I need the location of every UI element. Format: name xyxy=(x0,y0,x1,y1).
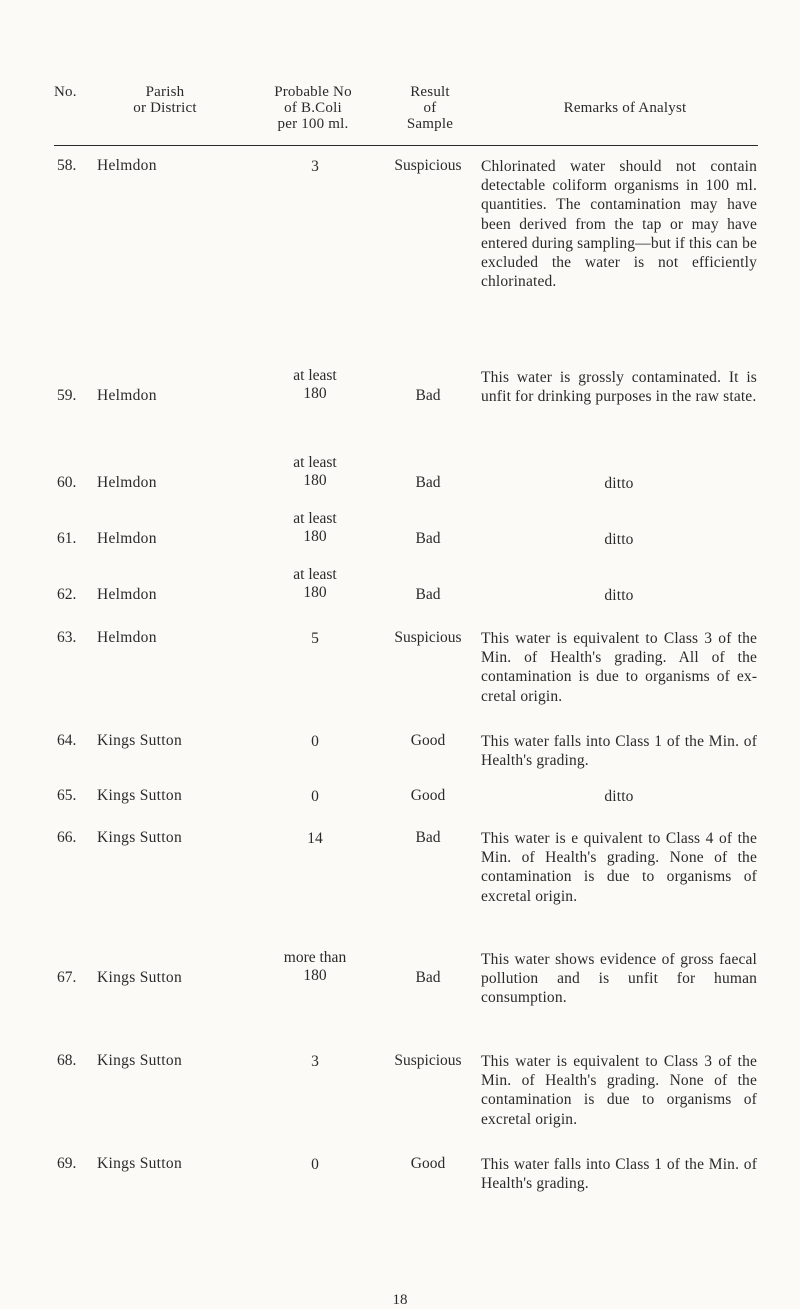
row-remarks: ditto xyxy=(604,788,634,805)
row-number: 63. xyxy=(57,629,77,646)
row-result: Good xyxy=(410,787,446,804)
row-probable xyxy=(256,454,374,490)
row-result: Bad xyxy=(415,474,441,491)
row-number: 64. xyxy=(57,732,77,749)
row-result: Suspicious xyxy=(394,1052,462,1069)
row-probable-value: 3 xyxy=(311,1053,319,1070)
row-number: 62. xyxy=(57,586,77,603)
row-remarks: This water shows evidence of gross faecal pollution and is unfit for human consumption. xyxy=(481,951,757,1007)
row-probable-value: 0 xyxy=(311,733,319,750)
row-parish: Kings Sutton xyxy=(97,732,182,749)
row-probable-value: 5 xyxy=(311,630,319,647)
header-no-label: No. xyxy=(54,84,77,100)
header-parish xyxy=(100,84,230,116)
row-parish: Kings Sutton xyxy=(97,787,182,804)
row-parish: Helmdon xyxy=(97,629,157,646)
header-rule xyxy=(54,145,758,146)
row-result: Suspicious xyxy=(394,157,462,174)
row-probable-value: 180 xyxy=(303,472,327,489)
row-probable-qualifier: at least xyxy=(293,566,337,583)
row-probable-value: 0 xyxy=(311,788,319,805)
row-number: 66. xyxy=(57,829,77,846)
header-probable-line3: per 100 ml. xyxy=(277,116,349,132)
row-number: 67. xyxy=(57,969,77,986)
header-parish-line2: or District xyxy=(133,100,197,116)
header-remarks xyxy=(490,100,760,116)
row-result: Bad xyxy=(415,530,441,547)
row-result: Bad xyxy=(415,969,441,986)
row-remarks: This water is e quivalent to Class 4 of the Min. of Health's grading. None of the contamination is due to organisms of excretal origin. xyxy=(481,830,757,905)
row-number: 65. xyxy=(57,787,77,804)
row-probable xyxy=(256,566,374,602)
row-probable-value: 180 xyxy=(303,385,327,402)
row-remarks: This water is grossly contaminated. It is unfit for drinking purposes in the raw state. xyxy=(481,369,757,406)
row-result: Good xyxy=(410,732,446,749)
row-probable xyxy=(256,830,374,848)
row-probable xyxy=(256,630,374,648)
page-number: 18 xyxy=(392,1292,408,1308)
table-header xyxy=(0,84,800,146)
row-remarks: This water falls into Class 1 of the Min. of Health's grading. xyxy=(481,733,757,770)
row-probable-qualifier: at least xyxy=(293,510,337,527)
row-probable xyxy=(256,367,374,403)
row-parish: Helmdon xyxy=(97,157,157,174)
row-result: Bad xyxy=(415,829,441,846)
header-remarks-label: Remarks of Analyst xyxy=(563,100,687,116)
row-remarks: This water falls into Class 1 of the Min. of Health's grading. xyxy=(481,1156,757,1193)
row-probable-value: 14 xyxy=(307,830,323,847)
row-result: Good xyxy=(410,1155,446,1172)
row-remarks: This water is equivalent to Class 3 of the Min. of Health's grading. All of the contamination is due to organisms of excretal origin. xyxy=(481,630,757,705)
row-parish: Helmdon xyxy=(97,474,157,491)
row-result: Bad xyxy=(415,387,441,404)
row-number: 61. xyxy=(57,530,77,547)
header-result xyxy=(380,84,480,132)
row-probable-qualifier: at least xyxy=(293,367,337,384)
row-probable xyxy=(256,1156,374,1174)
header-no xyxy=(54,84,94,100)
row-parish: Helmdon xyxy=(97,387,157,404)
row-parish: Kings Sutton xyxy=(97,1052,182,1069)
row-remarks: ditto xyxy=(604,475,634,492)
row-remarks: ditto xyxy=(604,587,634,604)
header-probable-line2: of B.Coli xyxy=(284,100,342,116)
row-remarks: ditto xyxy=(604,531,634,548)
row-probable xyxy=(256,733,374,751)
header-parish-line1: Parish xyxy=(145,84,185,100)
row-parish: Helmdon xyxy=(97,530,157,547)
row-parish: Kings Sutton xyxy=(97,1155,182,1172)
row-probable-qualifier: more than xyxy=(283,949,347,966)
row-probable xyxy=(256,1053,374,1071)
header-result-line3: Sample xyxy=(406,116,454,132)
row-probable-value: 3 xyxy=(311,158,319,175)
row-probable xyxy=(256,510,374,546)
row-result: Bad xyxy=(415,586,441,603)
row-probable-qualifier: at least xyxy=(293,454,337,471)
row-result: Suspicious xyxy=(394,629,462,646)
row-number: 69. xyxy=(57,1155,77,1172)
row-probable-value: 180 xyxy=(303,528,327,545)
header-probable-line1: Probable No xyxy=(274,84,352,100)
row-number: 68. xyxy=(57,1052,77,1069)
row-probable-value: 0 xyxy=(311,1156,319,1173)
row-probable-value: 180 xyxy=(303,967,327,984)
row-parish: Kings Sutton xyxy=(97,829,182,846)
header-probable xyxy=(248,84,378,132)
row-probable xyxy=(256,158,374,176)
row-parish: Helmdon xyxy=(97,586,157,603)
row-number: 60. xyxy=(57,474,77,491)
row-probable xyxy=(256,949,374,985)
row-remarks: This water is equivalent to Class 3 of the Min. of Health's grading. None of the contamination is due to organisms of excretal origin. xyxy=(481,1053,757,1128)
row-number: 58. xyxy=(57,157,77,174)
row-parish: Kings Sutton xyxy=(97,969,182,986)
row-probable xyxy=(256,788,374,806)
header-result-line2: of xyxy=(423,100,437,116)
row-number: 59. xyxy=(57,387,77,404)
row-probable-value: 180 xyxy=(303,584,327,601)
header-result-line1: Result xyxy=(410,84,450,100)
row-remarks: Chlorinated water should not contain detectable coliform organisms in 100 ml. quantities. The contamination may have been derived from the tap or may have entered during sampling—but if this can be excluded the water is not efficiently chlorinated. xyxy=(481,158,757,291)
